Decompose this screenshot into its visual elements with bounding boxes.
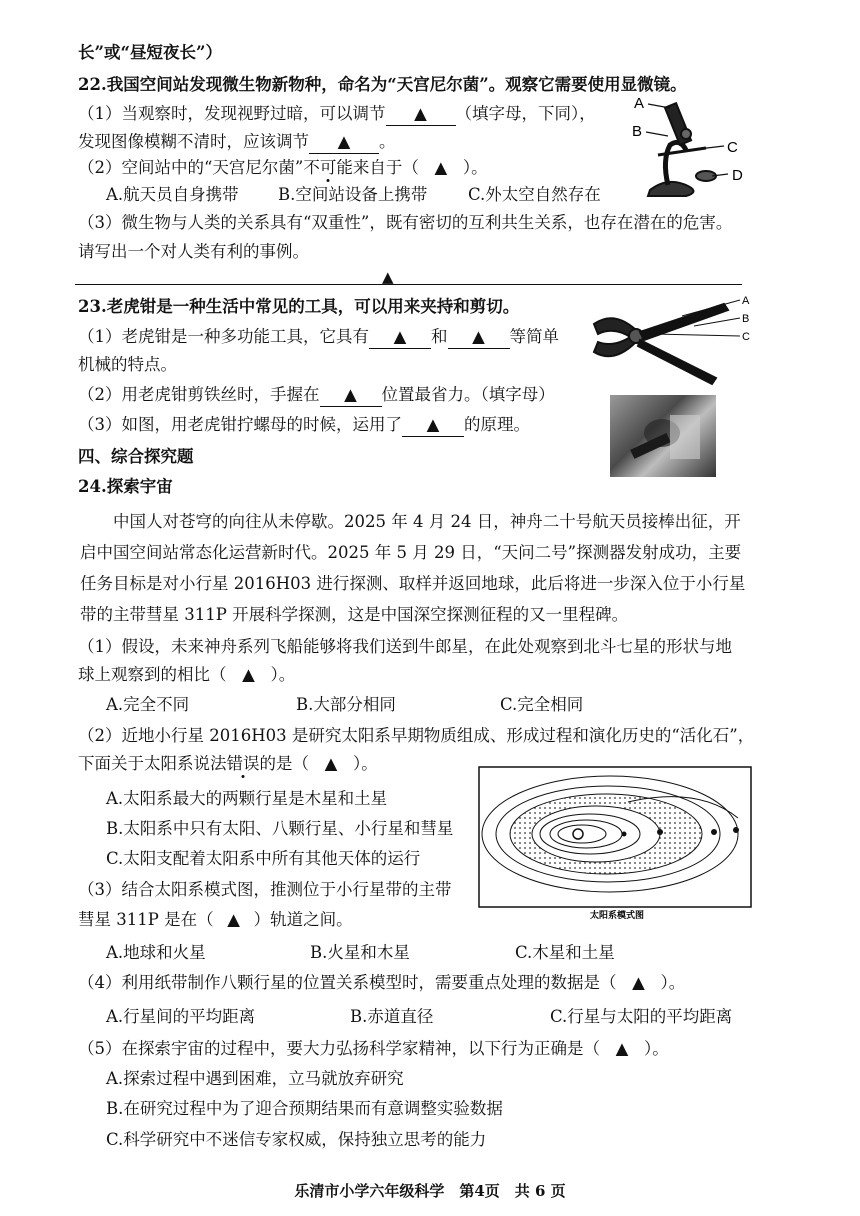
q23-part3 <box>78 414 530 437</box>
q22-part1-text-b: （填字母，下同）， <box>455 104 596 123</box>
q23-stem: 23.老虎钳是一种生活中常见的工具，可以用来夹持和剪切。 <box>78 297 520 316</box>
q24-s3-option-c: C.木星和土星 <box>515 943 615 962</box>
answer-triangle: ▲ <box>393 327 407 346</box>
answer-triangle: ▲ <box>434 158 448 177</box>
page-footer: 乐清市小学六年级科学 第4页 共 6 页 <box>294 1182 566 1200</box>
q24-s2-option-b: B.太阳系中只有太阳、八颗行星、小行星和彗星 <box>106 819 454 838</box>
q23-part3-text-a: （3）如图，用老虎钳拧螺母的时候，运用了 <box>78 415 402 434</box>
figure-caption: 太阳系模式图 <box>590 910 645 920</box>
q22-part2-end: ）。 <box>462 158 488 177</box>
q24-s5-option-a: A.探索过程中遇到困难，立马就放弃研究 <box>106 1069 404 1088</box>
q24-s4 <box>78 972 685 994</box>
q24-s5-choice-slot[interactable] <box>600 1038 644 1060</box>
q24-s1-line2 <box>78 664 295 686</box>
label-b: B <box>742 313 750 325</box>
answer-triangle: ▲ <box>242 665 255 684</box>
q24-s1-choice-slot[interactable] <box>227 664 271 686</box>
q23-part1-line1 <box>78 326 559 349</box>
q24-s3-text: 彗星 311P 是在（ <box>78 910 214 929</box>
answer-triangle: ▲ <box>337 132 351 151</box>
q23-part2-text-b: 位置最省力。（填字母） <box>381 385 555 404</box>
q22-part1-line2 <box>78 131 396 154</box>
q23-part1-text-b: 和 <box>431 327 448 346</box>
q24-s5-option-c: C.科学研究中不迷信专家权威，保持独立思考的能力 <box>106 1130 487 1149</box>
q24-s1-end: ）。 <box>270 665 296 684</box>
answer-triangle: ▲ <box>615 1039 629 1058</box>
planet-dot <box>733 827 739 833</box>
q23-blank-3[interactable] <box>320 384 382 407</box>
q23-blank-2[interactable] <box>448 326 510 349</box>
q22-stem: 22.我国空间站发现微生物新物种，命名为“天宫尼尔菌”。观察它需要使用显微镜。 <box>78 75 687 94</box>
emphasis-text: 错误 <box>226 754 260 773</box>
q24-title: 24.探索宇宙 <box>78 477 173 496</box>
photo-detail <box>610 395 716 477</box>
q22-blank-1[interactable] <box>386 103 456 126</box>
q23-part1-text-c: 等简单 <box>509 327 559 346</box>
q22-part2-text: （2）空间站中的“天宫尼尔菌” <box>78 158 304 177</box>
answer-triangle: ▲ <box>344 385 357 404</box>
q22-part1-line1 <box>78 103 596 126</box>
q24-s2-option-a: A.太阳系最大的两颗行星是木星和土星 <box>106 789 388 808</box>
q23-blank-1[interactable] <box>369 326 431 349</box>
planet-dot <box>622 832 627 837</box>
q24-s1-line1: （1）假设，未来神舟系列飞船能够将我们送到牛郎星，在此处观察到北斗七星的形状与地 <box>78 637 732 656</box>
label-d: D <box>732 167 743 184</box>
q24-s4-option-a: A.行星间的平均距离 <box>106 1007 256 1026</box>
q22-part2-rest: 来自于（ <box>352 158 419 177</box>
q23-part2-text-a: （2）用老虎钳剪铁丝时，手握在 <box>78 385 320 404</box>
q24-s3-line1: （3）结合太阳系模式图，推测位于小行星带的主带 <box>78 880 452 899</box>
q24-s5-option-b: B.在研究过程中为了迎合预期结果而有意调整实验数据 <box>106 1099 503 1118</box>
q24-passage: 中国人对苍穹的向往从未停歇。2025 年 4 月 24 日，神舟二十号航天员接棒出征，开启中国空间站常态化运营新时代。2025 年 5 月 29 日，“天问二号”探测器发射成功，主要任务目标是对小行星 2016H03 进行探测、取样并返回地球，此后将进一步深入位于小行星带的主带彗星 311P 开展科学探测，这是中国深空探测征程的又一里程碑。 <box>80 512 746 624</box>
q24-s1-option-c: C.完全相同 <box>500 695 584 714</box>
planet-dot <box>711 829 717 835</box>
answer-triangle: ▲ <box>414 104 427 123</box>
q24-s3-choice-slot[interactable] <box>214 909 254 931</box>
label-c: C <box>742 331 750 343</box>
emphasis-text: 不可能 <box>303 158 353 177</box>
q23-part3-text-b: 的原理。 <box>464 415 530 434</box>
continued-line: 长”或“昼短夜长”） <box>78 43 222 62</box>
q22-part1-text-c: 发现图像模糊不清时，应该调节 <box>78 132 309 151</box>
label-a: A <box>634 95 645 112</box>
q24-s1-option-b: B.大部分相同 <box>296 695 396 714</box>
answer-triangle: ▲ <box>227 910 240 929</box>
answer-triangle: ▲ <box>324 754 338 773</box>
q24-s2-text-c: 的是（ <box>259 754 309 773</box>
q24-s2-line1: （2）近地小行星 2016H03 是研究太阳系早期物质组成、形成过程和演化历史的“活化石”， <box>78 726 755 745</box>
pliers-figure <box>584 290 754 390</box>
q22-part3-prompt: 请写出一个对人类有利的事例。 <box>78 242 309 261</box>
q24-s3-option-a: A.地球和火星 <box>106 943 206 962</box>
label-c: C <box>727 139 738 156</box>
q22-part2 <box>78 157 488 179</box>
q24-s5-end: ）。 <box>644 1039 669 1058</box>
solar-system-figure <box>478 766 752 926</box>
answer-triangle: ▲ <box>472 327 485 346</box>
q22-option-a: A.航天员自身携带 <box>106 185 239 204</box>
q24-s2-emphasis <box>227 754 260 773</box>
q24-s2-choice-slot[interactable] <box>309 753 353 775</box>
q24-s4-option-b: B.赤道直径 <box>350 1007 434 1026</box>
q24-s4-choice-slot[interactable] <box>617 972 661 994</box>
q24-s2-option-c: C.太阳支配着太阳系中所有其他天体的运行 <box>106 849 421 868</box>
q24-s5 <box>78 1038 669 1060</box>
pliers-nut-photo <box>610 395 716 477</box>
q22-choice-slot[interactable] <box>419 157 463 179</box>
q24-s2-end: ）。 <box>353 754 378 773</box>
q24-s3-end: ）轨道之间。 <box>253 910 353 929</box>
answer-triangle: ▲ <box>382 268 394 286</box>
q24-s2-text: 下面关于太阳系说法 <box>78 754 227 773</box>
q24-s1-option-a: A.完全不同 <box>106 695 190 714</box>
q24-s1-text: 球上观察到的相比（ <box>78 665 227 684</box>
answer-triangle: ▲ <box>632 973 645 992</box>
label-a: A <box>742 295 750 307</box>
q23-part1-text-a: （1）老虎钳是一种多功能工具，它具有 <box>78 327 369 346</box>
label-b: B <box>632 123 643 140</box>
q22-option-b: B.空间站设备上携带 <box>278 185 428 204</box>
q22-option-c: C.外太空自然存在 <box>468 185 601 204</box>
planet-dot <box>657 829 663 835</box>
microscope-figure <box>628 90 758 200</box>
q22-part1-text-a: （1）当观察时，发现视野过暗，可以调节 <box>78 104 386 123</box>
q24-s4-option-c: C.行星与太阳的平均距离 <box>550 1007 733 1026</box>
q24-s3-line2 <box>78 909 353 931</box>
answer-triangle: ▲ <box>426 415 440 434</box>
q22-part2-emphasis <box>303 158 353 177</box>
q24-s4-text: （4）利用纸带制作八颗行星的位置关系模型时，需要重点处理的数据是（ <box>78 973 617 992</box>
q23-part1-line2: 机械的特点。 <box>78 355 177 374</box>
q22-answer-line[interactable] <box>75 284 742 285</box>
q24-s4-end: ）。 <box>660 973 686 992</box>
q24-s3-option-b: B.火星和木星 <box>310 943 410 962</box>
q23-blank-4[interactable] <box>402 414 464 437</box>
section-four-title: 四、综合探究题 <box>78 447 194 466</box>
q22-blank-2[interactable] <box>309 131 379 154</box>
sun-icon <box>573 829 583 839</box>
q22-part1-text-d: 。 <box>379 132 396 151</box>
q22-part3: （3）微生物与人类的关系具有“双重性”，既有密切的互利共生关系，也存在潜在的危害。 <box>78 213 733 232</box>
q23-part2 <box>78 384 555 407</box>
q24-s5-text: （5）在探索宇宙的过程中，要大力弘扬科学家精神，以下行为正确是（ <box>78 1039 600 1058</box>
q24-s2-line2 <box>78 753 378 775</box>
